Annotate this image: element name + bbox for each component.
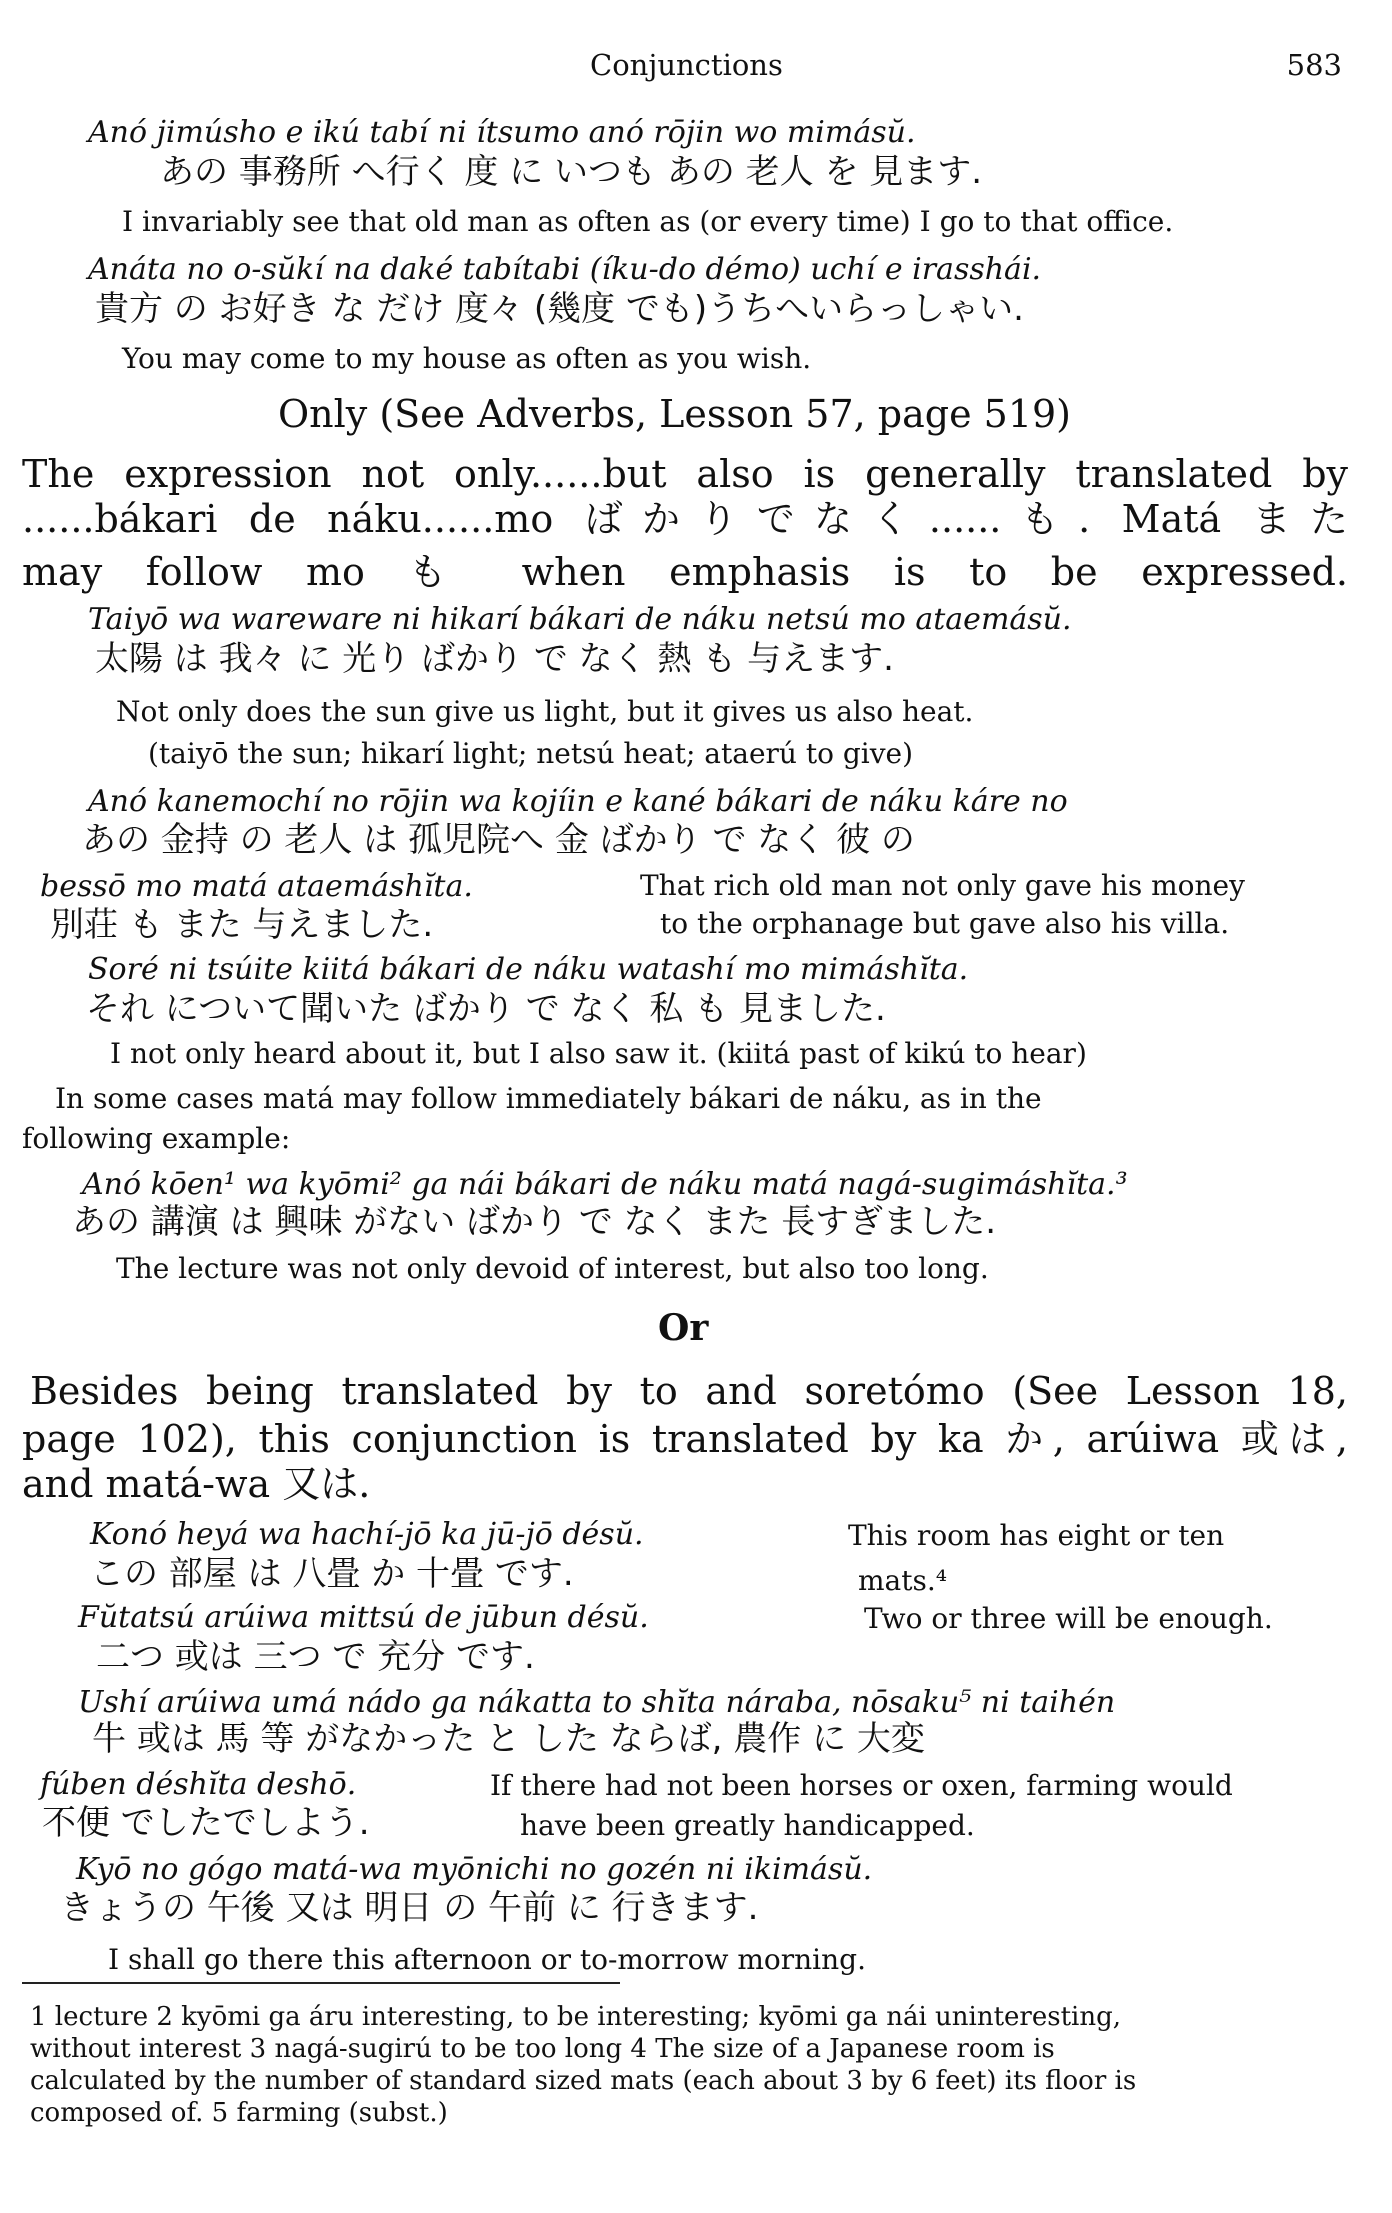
text-line: それ について聞いた ばかり で なく 私 も 見ました. (86, 989, 886, 1029)
running-title: Conjunctions (590, 48, 783, 82)
text-line: 別荘 も また 与えました. (50, 905, 434, 945)
text-line: You may come to my house as often as you wish. (122, 342, 812, 375)
text-line: 二つ 或は 三つ で 充分 です. (96, 1637, 535, 1677)
text-line: 1 lecture 2 kyōmi ga áru interesting, to be interesting; kyōmi ga nái uninteresting, (30, 2002, 1121, 2032)
text-line: This room has eight or ten (848, 1519, 1225, 1552)
text-line: In some cases matá may follow immediately bákari de náku, as in the (55, 1082, 1042, 1115)
text-line: fúben déshĭta deshō. (40, 1767, 357, 1802)
text-line: あの 講演 は 興味 がない ばかり で なく また 長すぎました. (72, 1202, 997, 1242)
text-line: Besides being translated by to and soretómo (See Lesson 18, (30, 1369, 1348, 1413)
text-line: Anáta no o-sŭkí na daké tabítabi (íku-do démo) uchí e irasshái. (88, 252, 1042, 287)
text-line: have been greatly handicapped. (520, 1809, 975, 1842)
text-line: Anó jimúsho e ikú tabí ni ítsumo anó rōjin wo mimásŭ. (88, 115, 916, 150)
text-line: Not only does the sun give us light, but it gives us also heat. (116, 695, 974, 728)
text-line: あの 事務所 へ行く 度 に いつも あの 老人 を 見ます. (160, 152, 983, 192)
text-line: mats.⁴ (858, 1564, 947, 1597)
text-line: 不便 でしたでしよう. (42, 1803, 370, 1843)
text-line: following example: (22, 1122, 291, 1155)
text-line: The lecture was not only devoid of interest, but also too long. (116, 1252, 989, 1285)
text-line: Anó kanemochí no rōjin wa kojíin e kané bákari de náku káre no (88, 784, 1068, 819)
text-line: without interest 3 nagá-sugirú to be too long 4 The size of a Japanese room is (30, 2034, 1055, 2064)
text-line: may follow mo も when emphasis is to be expressed. (22, 550, 1348, 594)
text-line: Two or three will be enough. (864, 1602, 1273, 1635)
text-line: ......bákari de náku......mo ばかりでなく......も. Matá また (22, 497, 1348, 541)
text-line: I invariably see that old man as often as (or every time) I go to that office. (122, 205, 1174, 238)
footnote-rule (22, 1982, 620, 1984)
text-line: 太陽 は 我々 に 光り ばかり で なく 熱 も 与えます. (95, 639, 894, 679)
page-number: 583 (1286, 48, 1342, 82)
text-line: きょうの 午後 又は 明日 の 午前 に 行きます. (60, 1888, 759, 1928)
text-line: calculated by the number of standard sized mats (each about 3 by 6 feet) its floor is (30, 2066, 1137, 2096)
text-line: (taiyō the sun; hikarí light; netsú heat; ataerú to give) (148, 737, 914, 770)
text-line: bessō mo matá ataemáshĭta. (40, 869, 473, 904)
text-line: Kyō no gógo matá-wa myōnichi no gozén ni ikimásŭ. (76, 1852, 873, 1887)
text-line: The expression not only......but also is generally translated by (22, 452, 1348, 496)
text-line: 貴方 の お好き な だけ 度々 (幾度 でも)うちへいらっしゃい. (95, 289, 1024, 329)
text-line: Ushí arúiwa umá nádo ga nákatta to shĭta náraba, nōsaku⁵ ni taihén (78, 1685, 1116, 1720)
text-line: Konó heyá wa hachí-jō ka jū-jō désŭ. (90, 1517, 644, 1552)
text-line: I shall go there this afternoon or to-morrow morning. (108, 1943, 866, 1976)
text-line: 牛 或は 馬 等 がなかった と した ならば, 農作 に 大変 (92, 1719, 925, 1759)
text-line: page 102), this conjunction is translated by ka か, arúiwa 或は, (22, 1417, 1348, 1461)
text-line: Anó kōen¹ wa kyōmi² ga nái bákari de náku matá nagá-sugimáshĭta.³ (82, 1167, 1128, 1202)
text-line: Or (658, 1307, 709, 1349)
text-line: If there had not been horses or oxen, farming would (490, 1769, 1233, 1802)
text-line: I not only heard about it, but I also saw it. (kiitá past of kikú to hear) (110, 1037, 1087, 1070)
text-line: That rich old man not only gave his money (640, 869, 1245, 902)
text-line: Only (See Adverbs, Lesson 57, page 519) (278, 392, 1072, 436)
text-line: Soré ni tsúite kiitá bákari de náku watashí mo mimáshĭta. (88, 952, 969, 987)
text-line: この 部屋 は 八畳 か 十畳 です. (90, 1554, 574, 1594)
text-line: and matá-wa 又は. (22, 1462, 371, 1506)
running-header (0, 48, 1392, 88)
text-line: Taiyō wa wareware ni hikarí bákari de náku netsú mo ataemásŭ. (88, 602, 1072, 637)
text-line: composed of. 5 farming (subst.) (30, 2098, 448, 2128)
text-line: Fŭtatsú arúiwa mittsú de jūbun désŭ. (78, 1600, 649, 1635)
text-line: あの 金持 の 老人 は 孤児院へ 金 ばかり で なく 彼 の (82, 820, 915, 860)
text-line: to the orphanage but gave also his villa. (660, 907, 1230, 940)
